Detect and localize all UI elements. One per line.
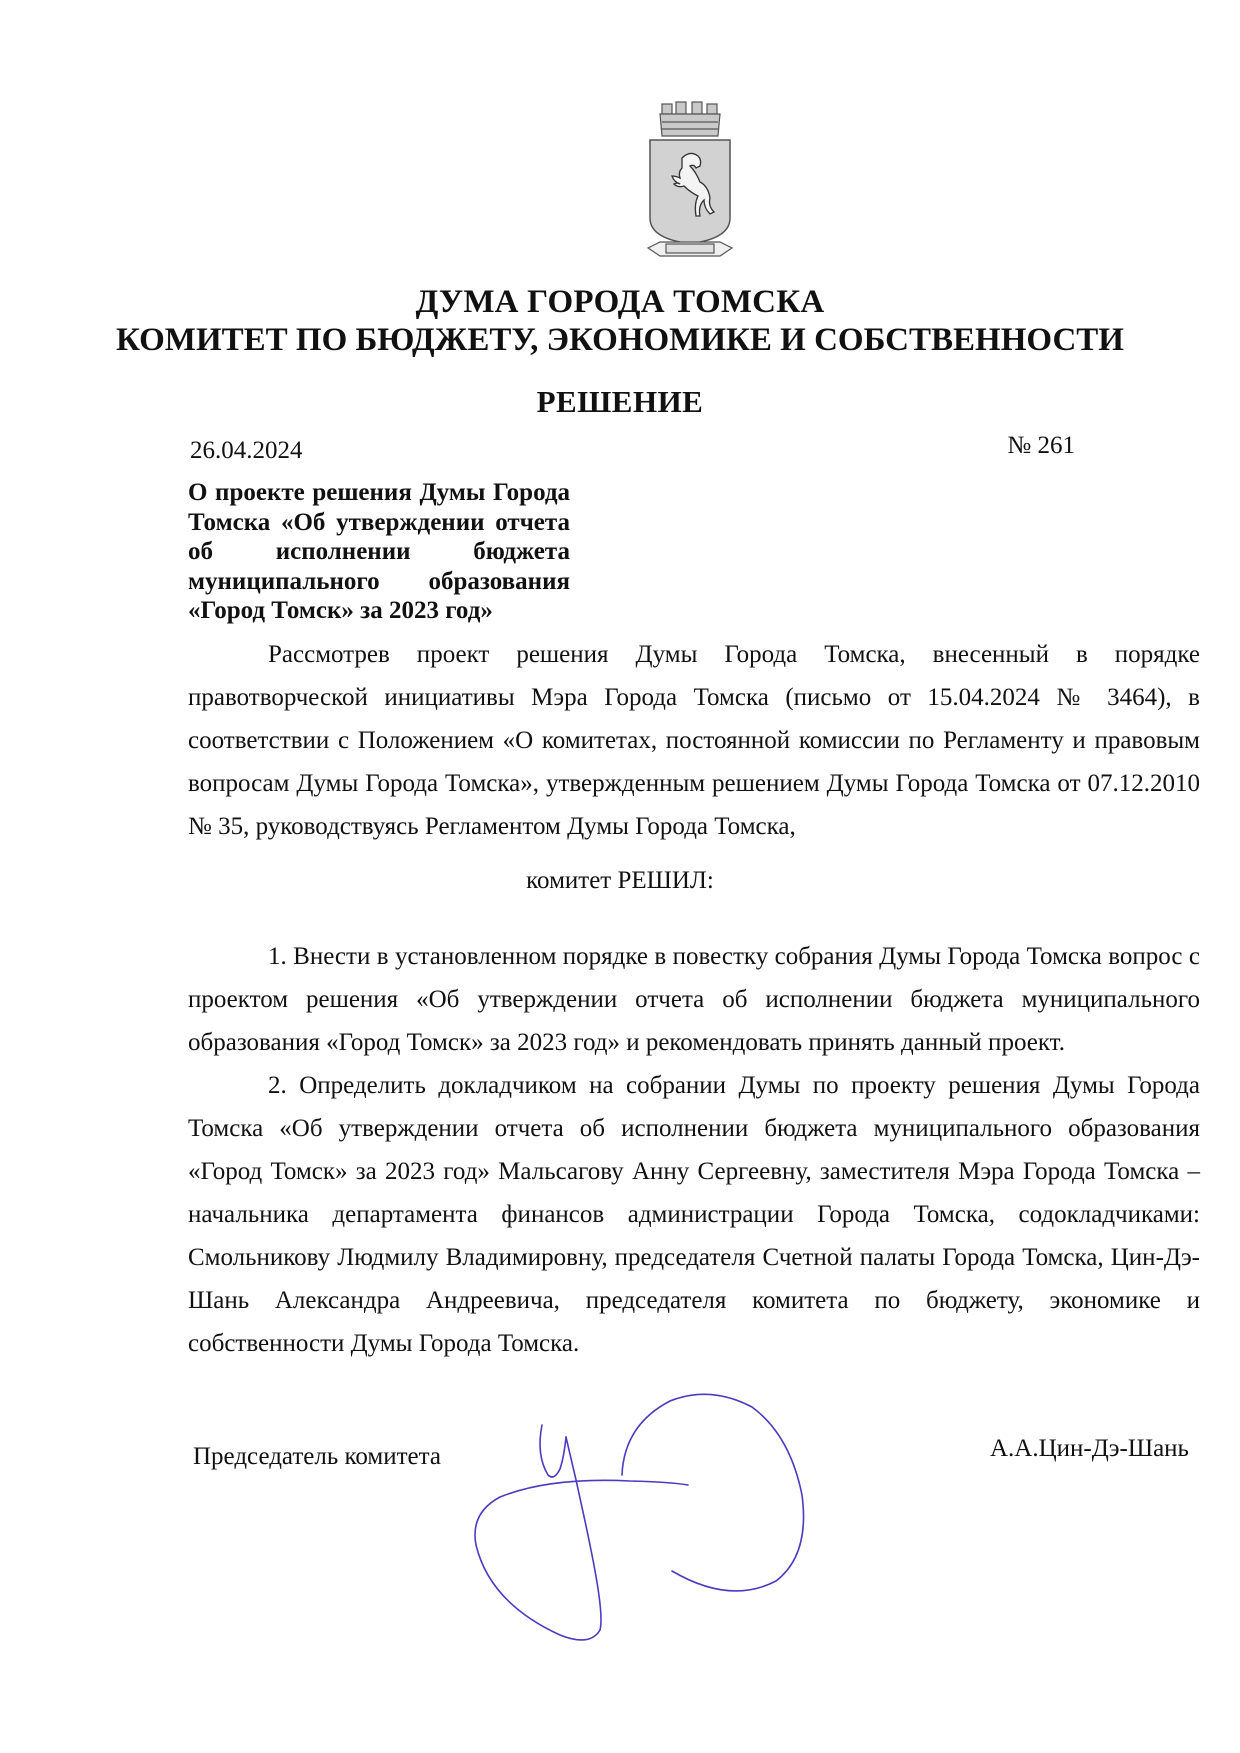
organization-title: ДУМА ГОРОДА ТОМСКА xyxy=(415,284,825,320)
document-date: 26.04.2024 xyxy=(190,437,303,464)
document-number: № 261 xyxy=(1007,432,1075,459)
document-subject xyxy=(188,478,570,626)
committee-title: КОМИТЕТ ПО БЮДЖЕТУ, ЭКОНОМИКЕ И СОБСТВЕННОСТИ xyxy=(116,322,1124,358)
subject-line: Томска «Об утверждении отчета xyxy=(188,508,570,536)
subject-line: об исполнении бюджета xyxy=(188,538,570,565)
coat-of-arms-icon xyxy=(640,100,740,265)
preamble-section xyxy=(188,633,1200,848)
resolution-item-2 xyxy=(188,1064,1200,1365)
resolution-item-text: 2. Определить докладчиком на собрании Думы по проекту решения Думы Города Томска «Об утверждении отчета об исполнении бюджета муниципального образования «Город Томск» за 2023 год» Мальсагову Анну Сергеевну, заместителя Мэра Города Томска – начальника департамента финансов администрации Города Томска, содокладчиками: Смольникову Людмилу Владимировну, председателя Счетной палаты Города Томска, Цин-Дэ-Шань Александра Андреевича, председателя комитета по бюджету, экономике и собственности Думы Города Томска. xyxy=(188,1072,1200,1357)
preamble-paragraph: Рассмотрев проект решения Думы Города Томска, внесенный в порядке правотворческой инициативы Мэра Города Томска (письмо от 15.04.2024 № 3464), в соответствии с Положением «О комитетах, постоянной комиссии по Регламенту и правовым вопросам Думы Города Томска», утвержденным решением Думы Города Томска от 07.12.2010 № 35, руководствуясь Регламентом Думы Города Томска, xyxy=(188,641,1200,840)
subject-line: муниципального образования xyxy=(188,567,570,595)
signatory-position: Председатель комитета xyxy=(193,1443,441,1470)
document-type-title: РЕШЕНИЕ xyxy=(536,384,704,419)
signatory-name: А.А.Цин-Дэ-Шань xyxy=(990,1435,1189,1462)
handwritten-signature-icon xyxy=(430,1385,850,1645)
resolution-heading: комитет РЕШИЛ: xyxy=(526,867,714,894)
resolution-item-text: 1. Внести в установленном порядке в повестку собрания Думы Города Томска вопрос с проектом решения «Об утверждении отчета об исполнении бюджета муниципального образования «Город Томск» за 2023 год» и рекомендовать принять данный проект. xyxy=(188,943,1200,1056)
resolution-item-1 xyxy=(188,935,1200,1064)
subject-line: О проекте решения Думы Города xyxy=(188,479,570,506)
subject-line: «Город Томск» за 2023 год» xyxy=(188,597,493,624)
